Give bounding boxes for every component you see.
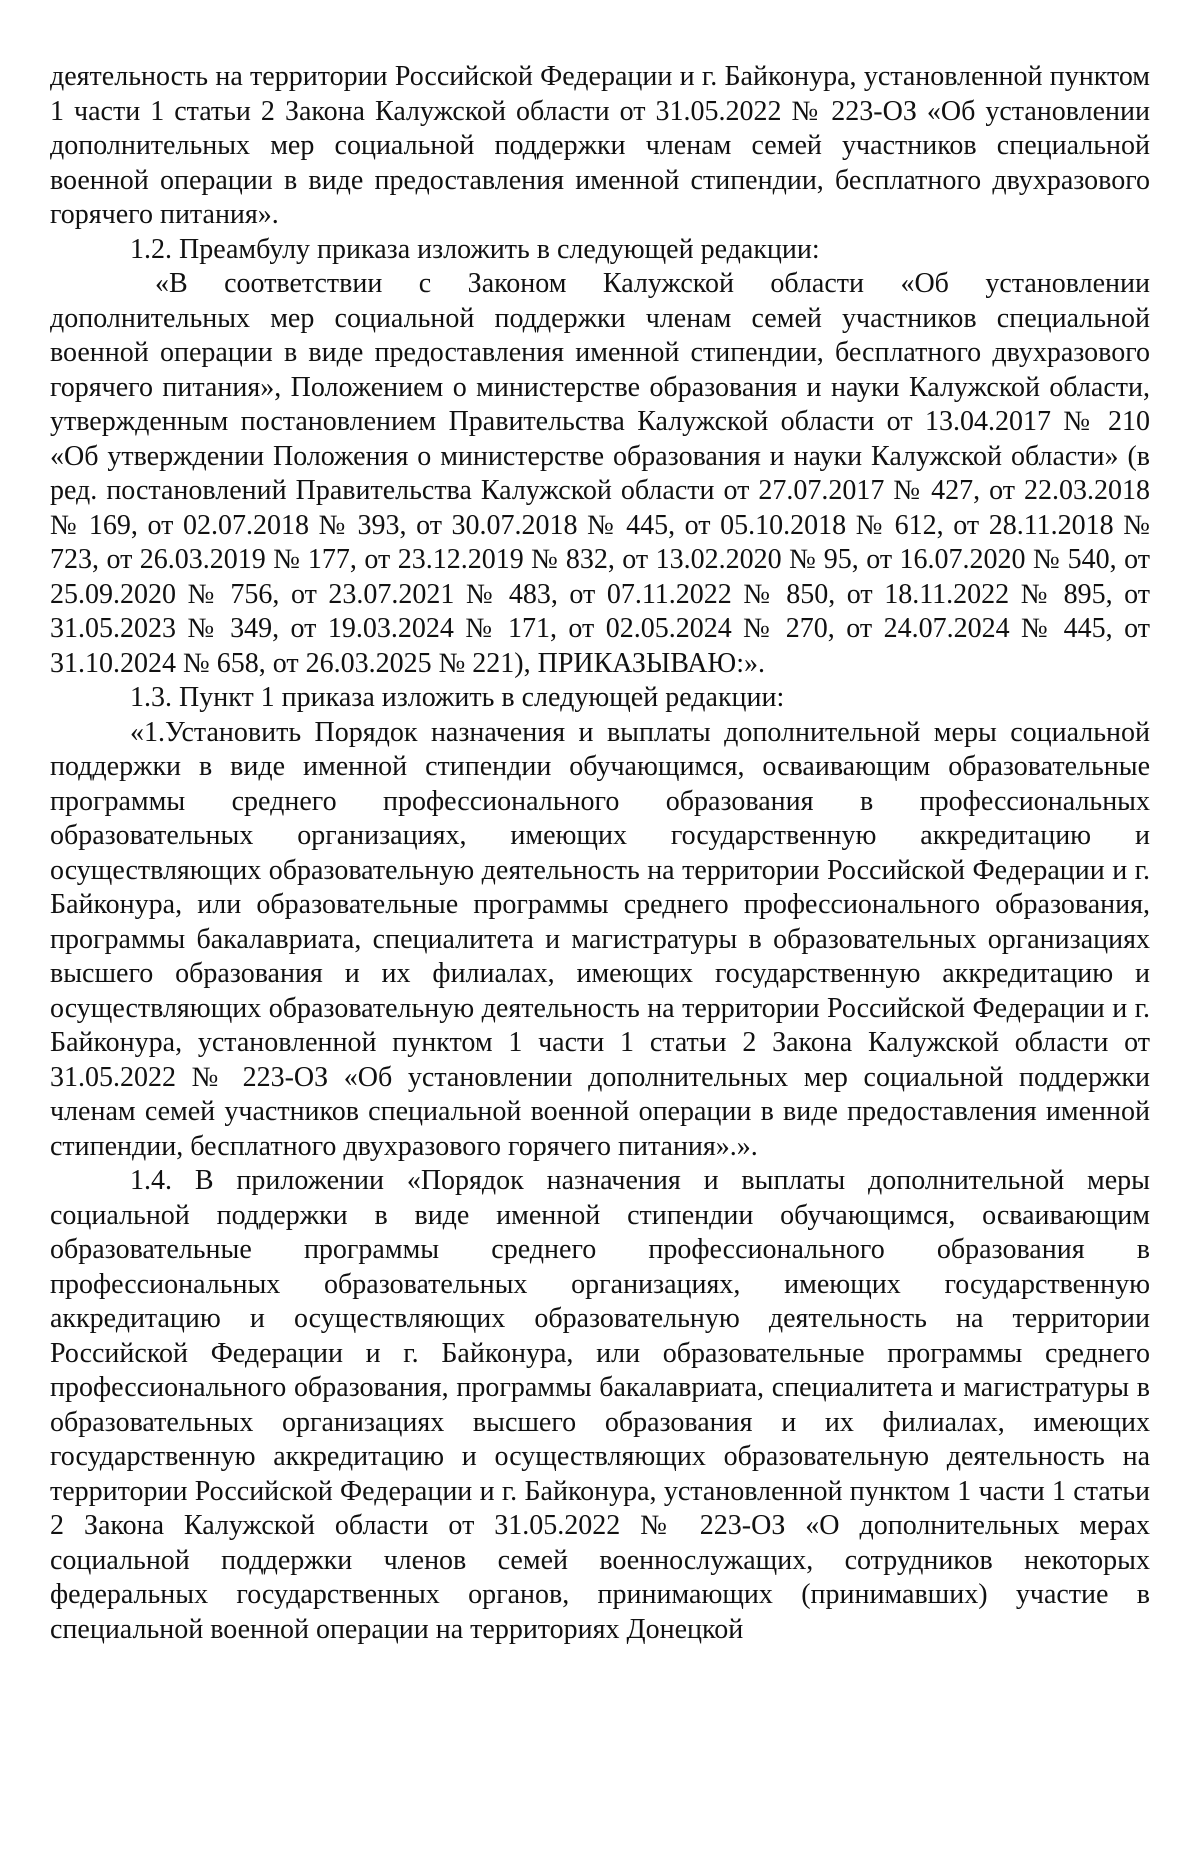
paragraph-item-1-4: 1.4. В приложении «Порядок назначения и выплаты дополнительной меры социальной поддержки в виде именной стипендии обучающимся, осваивающим образовательные программы среднего профессионального образования в профессиональных образовательных организациях, имеющих государственную аккредитацию и осуществляющих образовательную деятельность на территории Российской Федерации и г. Байконура, или образовательные программы среднего профессионального образования, программы бакалавриата, специалитета и магистратуры в образовательных организациях высшего образования и их филиалах, имеющих государственную аккредитацию и осуществляющих образовательную деятельность на территории Российской Федерации и г. Байконура, установленной пунктом 1 части 1 статьи 2 Закона Калужской области от 31.05.2022 № 223-ОЗ «О дополнительных мерах социальной поддержки членов семей военнослужащих, сотрудников некоторых федеральных государственных органов, принимающих (принимавших) участие в специальной военной операции на территориях Донецкой: [50, 1165, 1150, 1645]
paragraph-preamble-quote: «В соответствии с Законом Калужской области «Об установлении дополнительных мер социальной поддержки членам семей участников специальной военной операции в виде предоставления именной стипендии, бесплатного двухразового горячего питания», Положением о министерстве образования и науки Калужской области, утвержденным постановлением Правительства Калужской области от 13.04.2017 № 210 «Об утверждении Положения о министерстве образования и науки Калужской области» (в ред. постановлений Правительства Калужской области от 27.07.2017 № 427, от 22.03.2018 № 169, от 02.07.2018 № 393, от 30.07.2018 № 445, от 05.10.2018 № 612, от 28.11.2018 № 723, от 26.03.2019 № 177, от 23.12.2019 № 832, от 13.02.2020 № 95, от 16.07.2020 № 540, от 25.09.2020 № 756, от 23.07.2021 № 483, от 07.11.2022 № 850, от 18.11.2022 № 895, от 31.05.2023 № 349, от 19.03.2024 № 171, от 02.05.2024 № 270, от 24.07.2024 № 445, от 31.10.2024 № 658, от 26.03.2025 № 221), ПРИКАЗЫВАЮ:».: [50, 268, 1150, 679]
paragraph-continuation: деятельность на территории Российской Федерации и г. Байконура, установленной пунктом 1 части 1 статьи 2 Закона Калужской области от 31.05.2022 № 223-ОЗ «Об установлении дополнительных мер социальной поддержки членам семей участников специальной военной операции в виде предоставления именной стипендии, бесплатного двухразового горячего питания».: [50, 61, 1150, 230]
paragraph-item-1-2: 1.2. Преамбулу приказа изложить в следующей редакции:: [130, 233, 820, 265]
paragraph-item-1-3: 1.3. Пункт 1 приказа изложить в следующей редакции:: [130, 682, 785, 713]
paragraph-item-1-3-quote: «1.Установить Порядок назначения и выплаты дополнительной меры социальной поддержки в виде именной стипендии обучающимся, осваивающим образовательные программы среднего профессионального образования в профессиональных образовательных организациях, имеющих государственную аккредитацию и осуществляющих образовательную деятельность на территории Российской Федерации и г. Байконура, или образовательные программы среднего профессионального образования, программы бакалавриата, специалитета и магистратуры в образовательных организациях высшего образования и их филиалах, имеющих государственную аккредитацию и осуществляющих образовательную деятельность на территории Российской Федерации и г. Байконура, установленной пунктом 1 части 1 статьи 2 Закона Калужской области от 31.05.2022 № 223-ОЗ «Об установлении дополнительных мер социальной поддержки членам семей участников специальной военной операции в виде предоставления именной стипендии, бесплатного двухразового горячего питания».».: [50, 716, 1150, 1162]
